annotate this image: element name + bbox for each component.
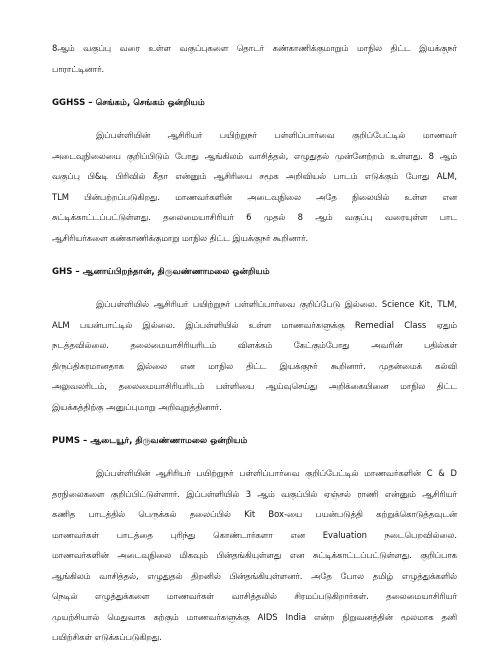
text-line: சுட்டிக்காட்டப்பட்டுள்ளது. தலைமையாசிரியர் 6 முதல் 8 ஆம் வகுப்பு வரையுள்ள பாட (52, 212, 457, 222)
text-line: இப்பள்ளியில் ஆசிரியர் பயிற்றுநர் பள்ளிப்பார்வை குறிப்பேடு இல்லை. Science Kit, TLM, (96, 299, 457, 309)
text-line: நடத்தவில்லை. தலைமையாசிரியரிடம் விளக்கம் கேட்கும்போது அவரின் பதில்கள் (52, 340, 457, 350)
intro-paragraph (52, 38, 457, 79)
text-line: நெடில் எழுத்துக்களை மாணவர்கள் வாசித்தலில் சிரமப்படுகிறார்கள். தலைமையாசிரியர் (52, 591, 457, 601)
text-line: மாணவர்கள் பாடத்தை புரிந்து கொண்டார்களா என Evaluation நடைபெறவில்லை. (52, 529, 457, 540)
section-paragraph (52, 294, 457, 417)
text-line: இயக்கத்திற்கு அனுப்புமாறு அறிவுறுத்தினார். (52, 401, 222, 412)
text-line: அலுவலரிடம், தலைமையாசிரியரிடம் பள்ளியை ஆய்வுசெய்து அறிக்கையினை மாநில திட்ட (52, 381, 457, 391)
section-heading: PUMS – ஆடையூர், திருவண்ணாமலை ஒன்றியம் (52, 436, 248, 446)
text-line: 8ஆம் வகுப்பு வரை உள்ள வகுப்புகளை தொடர் கண்காணிக்குமாறும் மாநில திட்ட இயக்குநர் (52, 43, 457, 53)
text-line: முயற்சியால் மெதுவாக கற்கும் மாணவர்களுக்கு AIDS India என்ற நிறுவனத்தின் மூலமாக தனி (52, 611, 457, 622)
text-line: கணித பாடத்தில் பெருக்கல் தலைப்பில் Kit Box-யை பயன்படுத்தி கற்றுக்கொடுத்தவுடன் (52, 509, 457, 519)
section-gghss-chengam (52, 93, 457, 248)
text-line: மாணவர்களின் அடைவுநிலை மிகவும் பின்தங்கியுள்ளது என சுட்டிக்காட்டப்பட்டுள்ளது. குறிப்பாக (52, 550, 457, 560)
text-line: இப்பள்ளியின் ஆசிரியர் பயிற்றுநர் பள்ளிப்பார்வை குறிப்பேட்டில் மாணவர் (96, 130, 457, 140)
section-ghs-aanaipirandhan (52, 262, 457, 417)
text-line: திருப்திகரமானதாக இல்லை என மாநில திட்ட இயக்குநர் கூறினார். முதன்மைக் கல்வி (52, 360, 457, 371)
section-paragraph (52, 125, 457, 248)
text-line: ஆங்கிலம் வாசித்தல், எழுதுதல் திறனில் பின்தங்கியுள்ளனர். அதே போல தமிழ் எழுத்துக்களில் (52, 570, 457, 581)
text-line: அடைவுநிலையை குறிப்பிடும் போது ஆங்கிலம் வாசித்தல், எழுதுதல் முன்னேற்றம் உள்ளது. 8 ஆம் (52, 150, 457, 161)
text-line: இப்பள்ளியின் ஆசிரியர் பயிற்றுநர் பள்ளிப்பார்வை குறிப்பேட்டில் மாணவர்களின் C & D (96, 468, 457, 478)
section-paragraph (52, 463, 457, 648)
text-line: தரநிலைகளை குறிப்பிட்டுள்ளார். இப்பள்ளியில் 3 ஆம் வகுப்பில் ஏஞ்சல் ராணி என்னும் ஆசிரியர் (52, 488, 457, 499)
text-line: பாராட்டினார். (52, 63, 105, 74)
text-line: பயிற்சிகள் எடுக்கப்படுகிறது. (52, 632, 162, 642)
section-heading: GHS – ஆனாய்பிறந்தான், திருவண்ணாமலை ஒன்றியம் (52, 267, 270, 277)
text-line: வகுப்பு பி&டி பிரிவில் கீதா என்னும் ஆசிரியை சமூக அறிவியல் பாடம் எடுக்கும் போது ALM, (52, 171, 457, 181)
section-pums-aadaiyur (52, 431, 457, 648)
text-line: ALM பயன்பாட்டில் இல்லை. இப்பள்ளியில் உள்ள மாணவர்களுக்கு Remedial Class ஏதும் (52, 319, 457, 330)
section-heading: GGHSS – செங்கம், செங்கம் ஒன்றியம் (52, 98, 205, 108)
text-line: ஆசிரியர்களை கண்காணிக்குமாறு மாநில திட்ட இயக்குநர் கூறினார். (52, 232, 309, 243)
text-line: TLM பின்பற்றப்படுகிறது. மாணவர்களின் அடைவுநிலை அதே நிலையில் உள்ள என (52, 191, 457, 202)
